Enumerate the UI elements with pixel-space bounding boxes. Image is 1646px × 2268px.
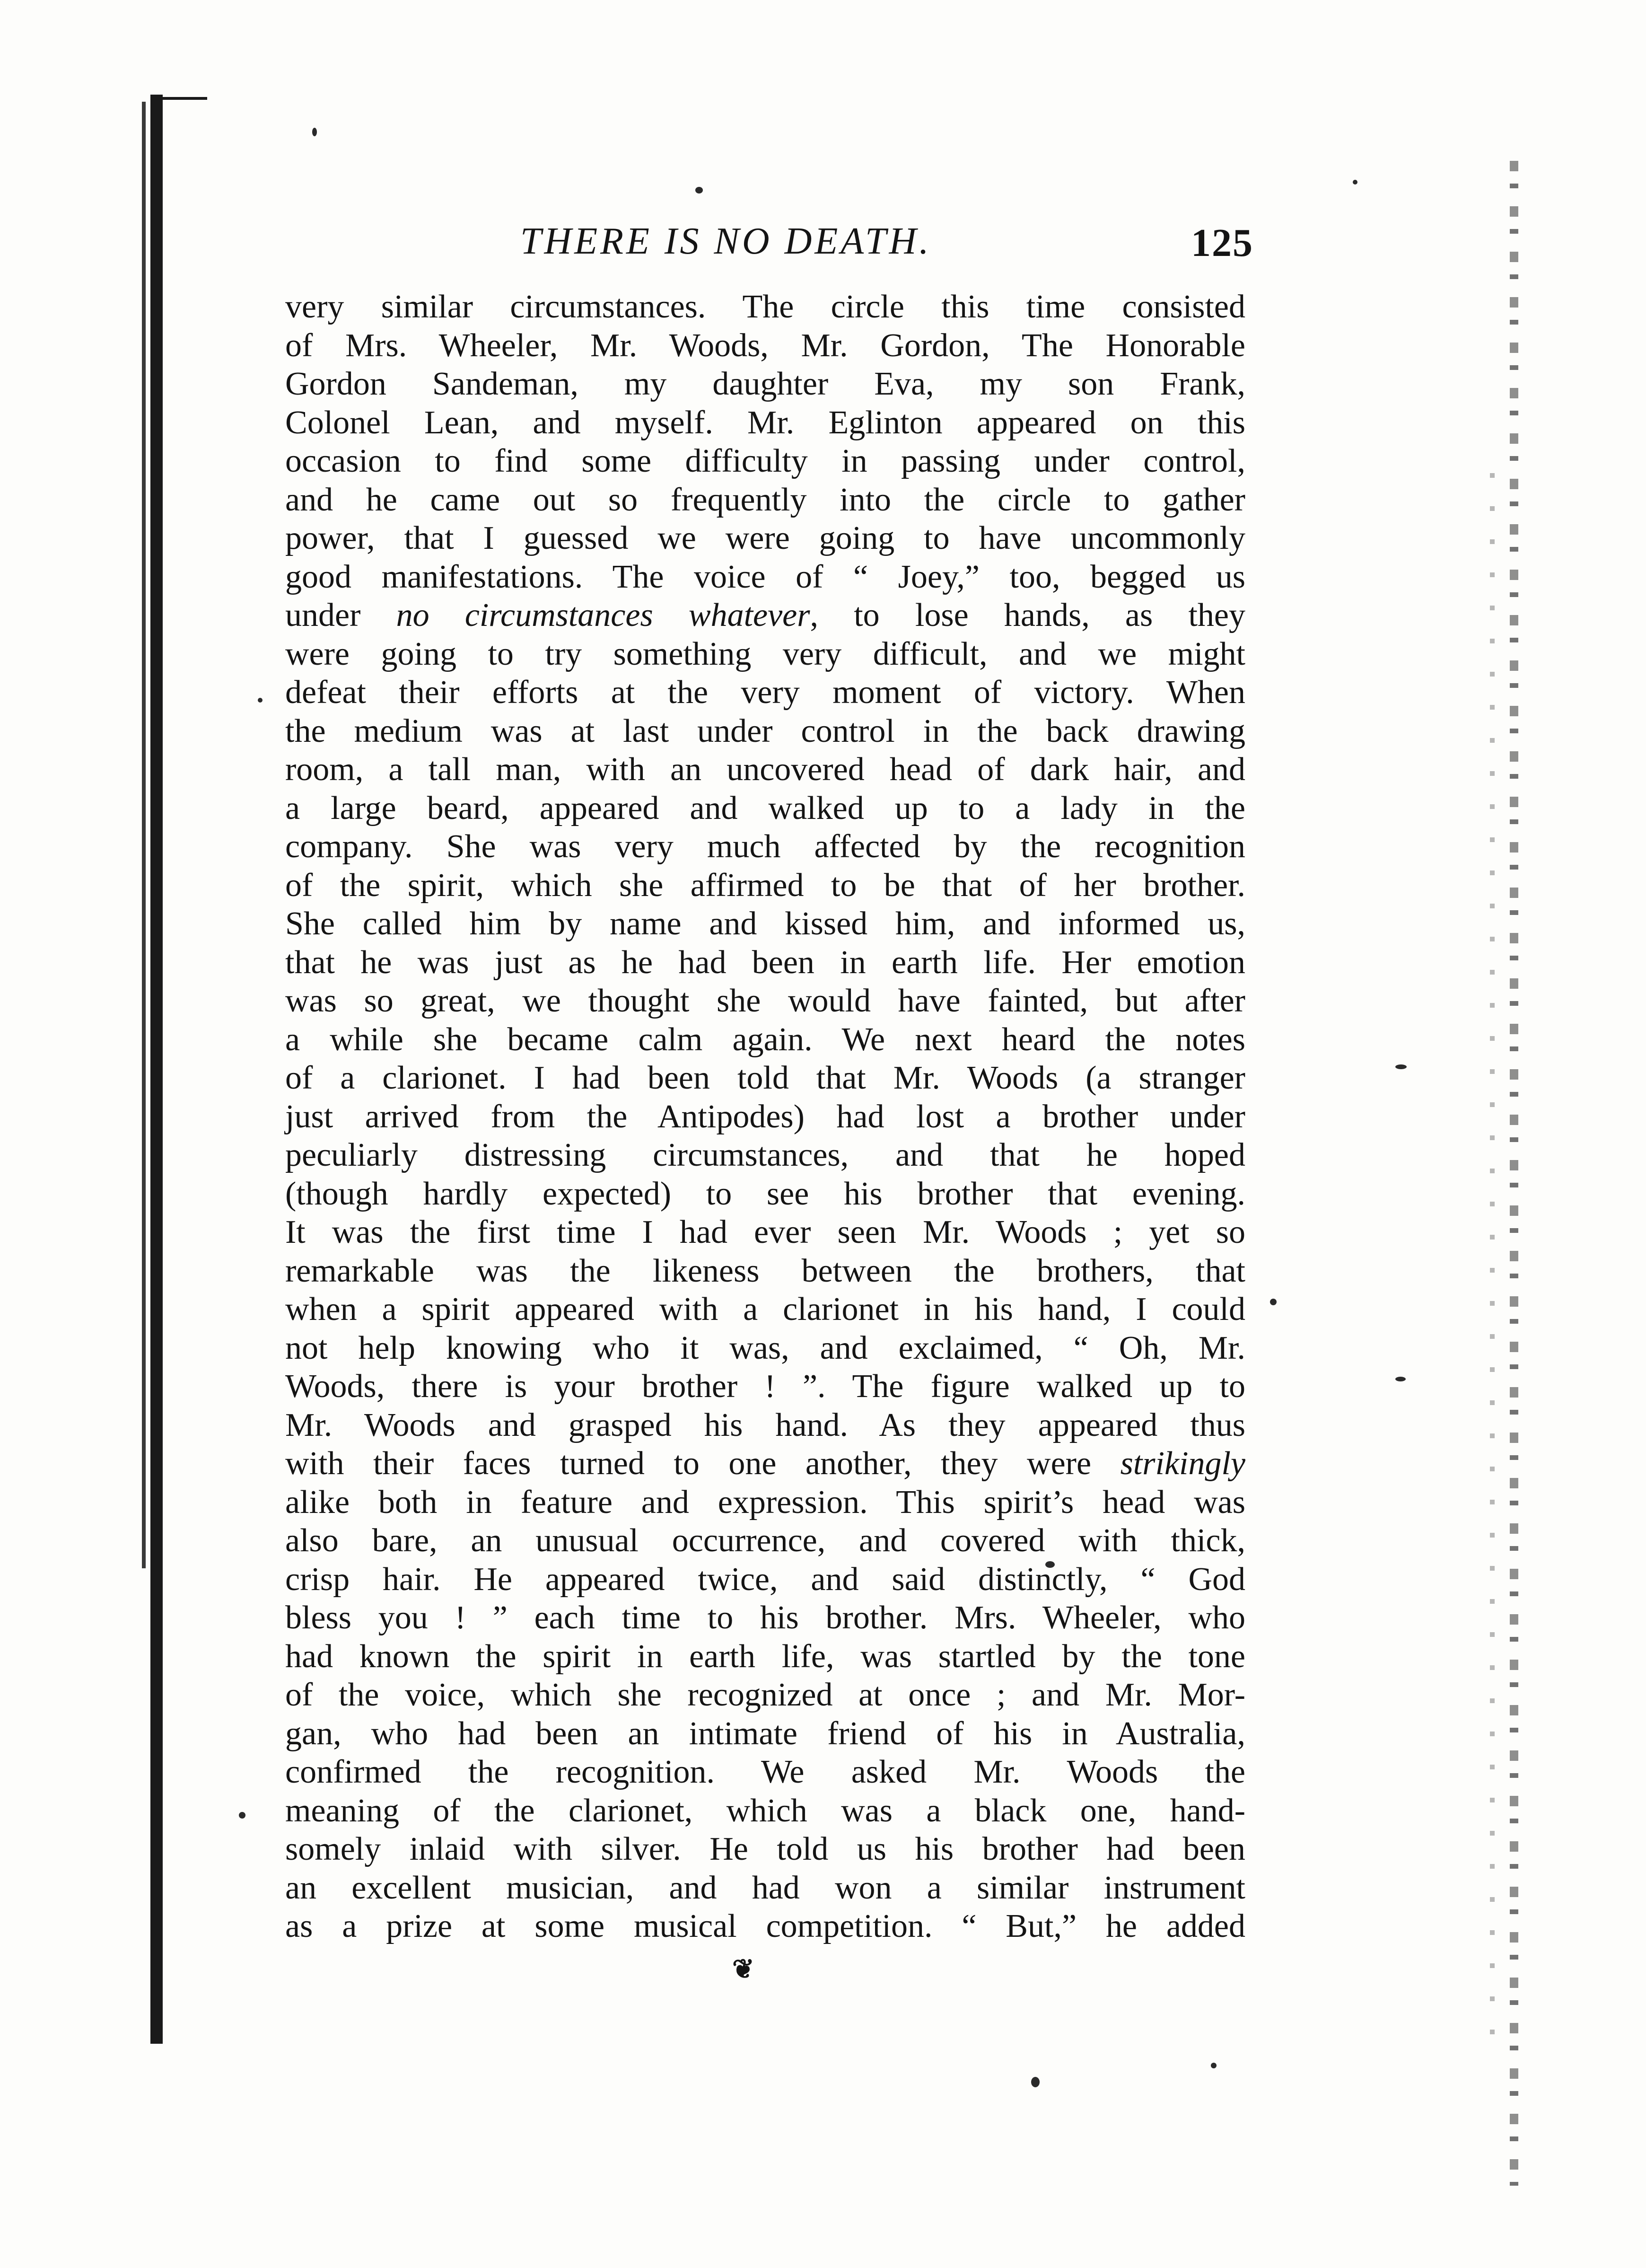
line-text: not help knowing who it was, and exclaimed, “ Oh, Mr. (285, 1329, 1245, 1366)
text-line (285, 596, 1245, 635)
text-line (285, 1521, 1245, 1560)
text-line (285, 1599, 1245, 1637)
text-line (285, 1753, 1245, 1792)
italic-text: strikingly (1120, 1445, 1245, 1482)
text-line (285, 635, 1245, 674)
line-text: (though hardly expected) to see his brother that evening. (285, 1175, 1245, 1212)
line-text: peculiarly distressing circumstances, and that he hoped (285, 1137, 1245, 1173)
text-line (285, 288, 1245, 326)
line-text: bless you ! ” each time to his brother. Mrs. Wheeler, who (285, 1600, 1245, 1636)
line-text: also bare, an unusual occurrence, and covered with thick, (285, 1522, 1245, 1559)
italic-text: no circumstances whatever (396, 597, 810, 633)
text-line (285, 1020, 1245, 1059)
line-text: crisp hair. He appeared twice, and said distinctly, “ God (285, 1561, 1245, 1598)
text-line (285, 673, 1245, 712)
text-line (285, 1329, 1245, 1368)
text-line (285, 1175, 1245, 1213)
text-line (285, 1059, 1245, 1098)
text-line (285, 481, 1245, 519)
text-line (285, 519, 1245, 558)
scan-speck (1395, 1377, 1406, 1381)
page-number: 125 (1191, 221, 1253, 265)
text-line (285, 1252, 1245, 1291)
text-line (285, 982, 1245, 1020)
line-text: confirmed the recognition. We asked Mr. Woods the (285, 1754, 1245, 1790)
text-line (285, 1714, 1245, 1753)
line-text: alike both in feature and expression. This spirit’s head was (285, 1484, 1245, 1521)
body-text (285, 288, 1245, 1946)
printer-mark: ❦ (732, 1955, 754, 1984)
binding-shadow (150, 95, 163, 2044)
line-text: , to lose hands, as they (810, 597, 1245, 633)
scan-speck (1211, 2063, 1217, 2068)
text-line (285, 1792, 1245, 1830)
text-line (285, 1098, 1245, 1136)
text-line (285, 1213, 1245, 1252)
line-text: Gordon Sandeman, my daughter Eva, my son Frank, (285, 366, 1245, 402)
line-text: an excellent musician, and had won a similar instrument (285, 1869, 1245, 1906)
line-text: remarkable was the likeness between the brothers, that (285, 1252, 1245, 1289)
text-line (285, 1290, 1245, 1329)
page-edge-shadow-inner (1490, 473, 1495, 2034)
text-line (285, 558, 1245, 597)
text-line (285, 1830, 1245, 1869)
line-text: under (285, 597, 396, 633)
binding-shadow-inner (142, 102, 146, 1568)
line-text: good manifestations. The voice of “ Joey,” too, begged us (285, 558, 1245, 595)
line-text: of a clarionet. I had been told that Mr. Woods (a stranger (285, 1060, 1245, 1096)
scan-speck (695, 187, 703, 193)
line-text: occasion to find some difficulty in passing under control, (285, 443, 1245, 479)
text-line (285, 1560, 1245, 1599)
text-line (285, 1676, 1245, 1714)
text-line (285, 750, 1245, 789)
scan-speck (1395, 1064, 1407, 1069)
line-text: had known the spirit in earth life, was startled by the tone (285, 1638, 1245, 1675)
text-line (285, 326, 1245, 365)
text-line (285, 1136, 1245, 1175)
line-text: as a prize at some musical competition. “ But,” he added (285, 1908, 1245, 1944)
text-line (285, 442, 1245, 481)
line-text: with their faces turned to one another, they were (285, 1445, 1121, 1482)
line-text: was so great, we thought she would have fainted, but after (285, 983, 1245, 1019)
line-text: very similar circumstances. The circle this time consisted (285, 289, 1245, 325)
line-text: a while she became calm again. We next heard the notes (285, 1021, 1245, 1058)
line-text: She called him by name and kissed him, and informed us, (285, 905, 1245, 942)
line-text: power, that I guessed we were going to have uncommonly (285, 520, 1245, 556)
text-line (285, 1637, 1245, 1676)
text-line (285, 404, 1245, 442)
line-text: the medium was at last under control in the back drawing (285, 712, 1245, 749)
text-line (285, 1367, 1245, 1406)
line-text: gan, who had been an intimate friend of his in Australia, (285, 1715, 1245, 1752)
text-line (285, 365, 1245, 404)
text-line (285, 866, 1245, 905)
line-text: were going to try something very difficult, and we might (285, 635, 1245, 672)
line-text: room, a tall man, with an uncovered head of dark hair, and (285, 751, 1245, 788)
line-text: that he was just as he had been in earth life. Her emotion (285, 944, 1245, 981)
line-text: somely inlaid with silver. He told us his brother had been (285, 1831, 1245, 1867)
text-line (285, 827, 1245, 866)
line-text: of Mrs. Wheeler, Mr. Woods, Mr. Gordon, The Honorable (285, 327, 1245, 364)
scan-speck (239, 1812, 245, 1819)
line-text: when a spirit appeared with a clarionet in his hand, I could (285, 1291, 1245, 1327)
line-text: Colonel Lean, and myself. Mr. Eglinton appeared on this (285, 404, 1245, 441)
text-line (285, 789, 1245, 828)
scan-speck (1270, 1299, 1277, 1305)
line-text: defeat their efforts at the very moment of victory. When (285, 674, 1245, 711)
scan-speck (1031, 2077, 1040, 2087)
line-text: a large beard, appeared and walked up to a lady in the (285, 790, 1245, 826)
text-line (285, 1907, 1245, 1946)
text-line (285, 943, 1245, 982)
line-text: Woods, there is your brother ! ”. The figure walked up to (285, 1368, 1245, 1405)
text-line (285, 1406, 1245, 1445)
line-text: company. She was very much affected by the recognition (285, 828, 1245, 865)
text-line (285, 905, 1245, 943)
running-header (284, 220, 1253, 272)
line-text: of the spirit, which she affirmed to be that of her brother. (285, 867, 1245, 904)
line-text: just arrived from the Antipodes) had lost a brother under (285, 1098, 1245, 1135)
binding-corner-mark (150, 97, 207, 100)
page-edge-shadow (1510, 161, 1518, 2186)
line-text: meaning of the clarionet, which was a black one, hand- (285, 1792, 1245, 1829)
line-text: Mr. Woods and grasped his hand. As they appeared thus (285, 1407, 1245, 1443)
scan-speck (312, 128, 317, 136)
line-text: It was the first time I had ever seen Mr. Woods ; yet so (285, 1214, 1245, 1250)
text-line (285, 1869, 1245, 1908)
text-line (285, 1483, 1245, 1522)
line-text: and he came out so frequently into the circle to gather (285, 481, 1245, 518)
scan-speck (1353, 180, 1357, 185)
text-line (285, 1444, 1245, 1483)
line-text: of the voice, which she recognized at once ; and Mr. Mor- (285, 1677, 1245, 1713)
scan-speck (258, 698, 263, 703)
running-title: THERE IS NO DEATH. (520, 220, 932, 262)
text-line (285, 712, 1245, 751)
